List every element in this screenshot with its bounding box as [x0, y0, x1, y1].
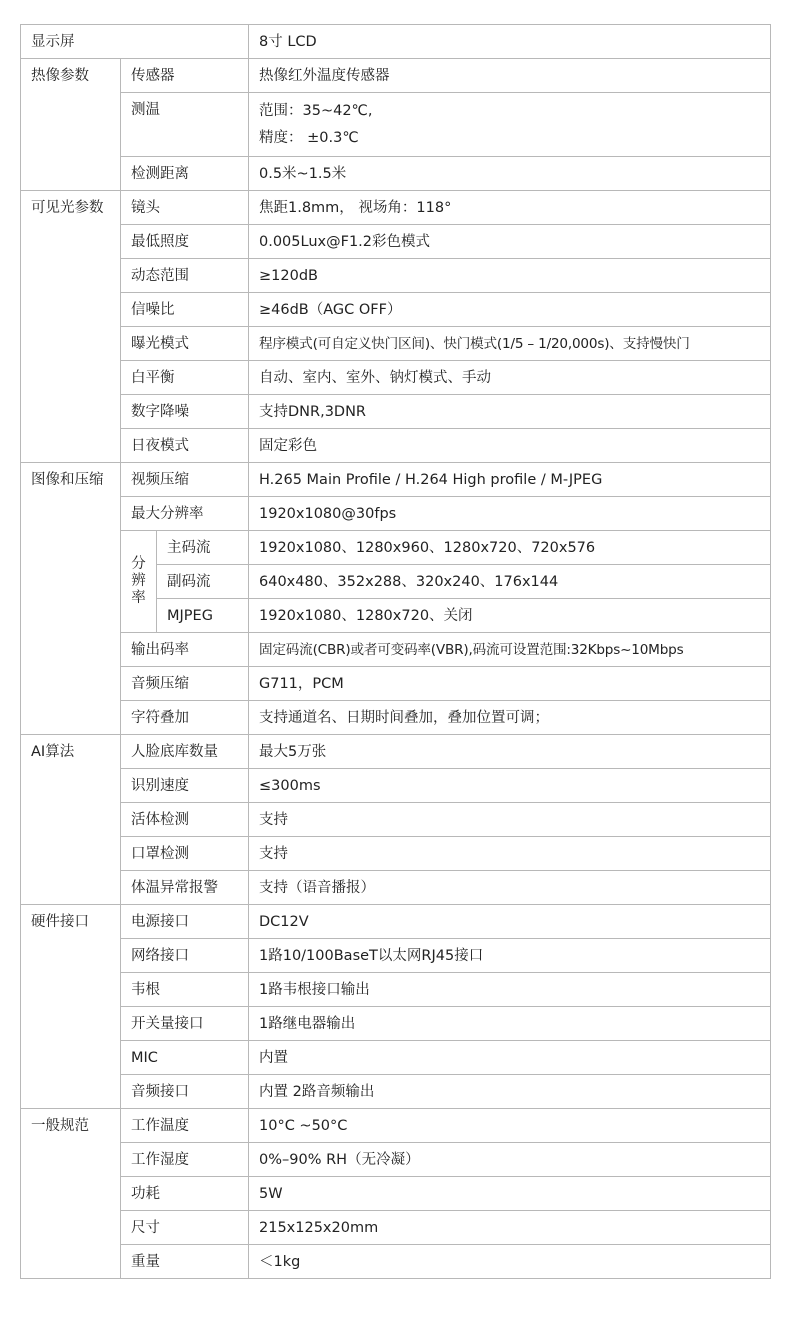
spec-table	[20, 24, 771, 1279]
row-value: 程序模式(可自定义快门区间)、快门模式(1/5 – 1/20,000s)、支持慢快门	[249, 327, 771, 361]
row-label: 显示屏	[21, 25, 249, 59]
row-value: 5W	[249, 1177, 771, 1211]
table-row	[21, 157, 771, 191]
table-row	[21, 837, 771, 871]
row-value: 0.5米~1.5米	[249, 157, 771, 191]
table-row	[21, 1177, 771, 1211]
row-label: 口罩检测	[121, 837, 249, 871]
row-label: 工作湿度	[121, 1143, 249, 1177]
table-row	[21, 327, 771, 361]
table-row	[21, 701, 771, 735]
category-label: AI算法	[21, 735, 121, 905]
table-row	[21, 25, 771, 59]
row-value: 支持DNR,3DNR	[249, 395, 771, 429]
row-label: 网络接口	[121, 939, 249, 973]
row-value: 最大5万张	[249, 735, 771, 769]
row-label: 开关量接口	[121, 1007, 249, 1041]
row-label: 检测距离	[121, 157, 249, 191]
table-row	[21, 191, 771, 225]
row-label: MJPEG	[157, 599, 249, 633]
table-row	[21, 395, 771, 429]
category-label: 热像参数	[21, 59, 121, 191]
table-row	[21, 59, 771, 93]
row-label: 重量	[121, 1245, 249, 1279]
table-row	[21, 633, 771, 667]
row-value: 0%–90% RH（无冷凝）	[249, 1143, 771, 1177]
table-row	[21, 429, 771, 463]
table-row	[21, 1211, 771, 1245]
table-row	[21, 1075, 771, 1109]
row-value: 1路继电器输出	[249, 1007, 771, 1041]
row-value: 8寸 LCD	[249, 25, 771, 59]
row-label: 音频压缩	[121, 667, 249, 701]
row-value: 支持（语音播报）	[249, 871, 771, 905]
row-value: 10°C ~50°C	[249, 1109, 771, 1143]
resolution-group-label	[121, 531, 157, 633]
table-row	[21, 735, 771, 769]
row-label: 曝光模式	[121, 327, 249, 361]
row-value: 215x125x20mm	[249, 1211, 771, 1245]
row-label: 工作温度	[121, 1109, 249, 1143]
row-value: 640x480、352x288、320x240、176x144	[249, 565, 771, 599]
table-row	[21, 871, 771, 905]
table-row	[21, 1007, 771, 1041]
category-label: 一般规范	[21, 1109, 121, 1279]
table-row	[21, 225, 771, 259]
resolution-group-text: 分辨率	[131, 556, 146, 606]
row-label: 数字降噪	[121, 395, 249, 429]
category-label: 可见光参数	[21, 191, 121, 463]
row-label: 信噪比	[121, 293, 249, 327]
table-row	[21, 361, 771, 395]
table-row	[21, 463, 771, 497]
row-label: 电源接口	[121, 905, 249, 939]
row-value: 焦距1.8mm， 视场角：118°	[249, 191, 771, 225]
row-value: 自动、室内、室外、钠灯模式、手动	[249, 361, 771, 395]
row-label: 音频接口	[121, 1075, 249, 1109]
table-row	[21, 1041, 771, 1075]
row-value: ≥46dB（AGC OFF）	[249, 293, 771, 327]
table-row	[21, 905, 771, 939]
row-label: 视频压缩	[121, 463, 249, 497]
row-label: 活体检测	[121, 803, 249, 837]
row-value: 支持通道名、日期时间叠加，叠加位置可调；	[249, 701, 771, 735]
row-value: 支持	[249, 837, 771, 871]
row-value	[249, 93, 771, 157]
row-label: 镜头	[121, 191, 249, 225]
table-row	[21, 1109, 771, 1143]
table-row	[21, 531, 771, 565]
row-label: 韦根	[121, 973, 249, 1007]
row-label: 字符叠加	[121, 701, 249, 735]
row-label: 最大分辨率	[121, 497, 249, 531]
value-line: 范围：35~42℃,	[259, 102, 373, 119]
row-label: 人脸底库数量	[121, 735, 249, 769]
row-value: 1920x1080、1280x720、关闭	[249, 599, 771, 633]
table-row	[21, 497, 771, 531]
row-value: 内置	[249, 1041, 771, 1075]
table-row	[21, 803, 771, 837]
category-label: 图像和压缩	[21, 463, 121, 735]
row-label: 传感器	[121, 59, 249, 93]
table-row	[21, 667, 771, 701]
table-row	[21, 293, 771, 327]
row-value: ≤300ms	[249, 769, 771, 803]
row-value: 内置 2路音频输出	[249, 1075, 771, 1109]
row-label: 测温	[121, 93, 249, 157]
row-label: 白平衡	[121, 361, 249, 395]
row-label: MIC	[121, 1041, 249, 1075]
row-value: ＜1kg	[249, 1245, 771, 1279]
row-label: 功耗	[121, 1177, 249, 1211]
table-row	[21, 769, 771, 803]
table-row	[21, 93, 771, 157]
row-label: 尺寸	[121, 1211, 249, 1245]
row-value: DC12V	[249, 905, 771, 939]
table-row	[21, 1143, 771, 1177]
row-value: 热像红外温度传感器	[249, 59, 771, 93]
row-label: 体温异常报警	[121, 871, 249, 905]
value-line: 精度： ±0.3℃	[259, 129, 359, 146]
row-value: 1路10/100BaseT以太网RJ45接口	[249, 939, 771, 973]
row-value: 固定码流(CBR)或者可变码率(VBR),码流可设置范围:32Kbps~10Mbps	[249, 633, 771, 667]
row-label: 动态范围	[121, 259, 249, 293]
row-value: 0.005Lux@F1.2彩色模式	[249, 225, 771, 259]
table-row	[21, 939, 771, 973]
row-label: 最低照度	[121, 225, 249, 259]
row-label: 输出码率	[121, 633, 249, 667]
row-value: 1920x1080@30fps	[249, 497, 771, 531]
row-value: 固定彩色	[249, 429, 771, 463]
row-label: 日夜模式	[121, 429, 249, 463]
row-value: ≥120dB	[249, 259, 771, 293]
row-value: 1路韦根接口输出	[249, 973, 771, 1007]
table-row	[21, 1245, 771, 1279]
row-label: 识别速度	[121, 769, 249, 803]
row-label: 副码流	[157, 565, 249, 599]
table-row	[21, 973, 771, 1007]
table-row	[21, 259, 771, 293]
row-value: 1920x1080、1280x960、1280x720、720x576	[249, 531, 771, 565]
row-value: 支持	[249, 803, 771, 837]
row-value: H.265 Main Profile / H.264 High profile / M-JPEG	[249, 463, 771, 497]
category-label: 硬件接口	[21, 905, 121, 1109]
row-label: 主码流	[157, 531, 249, 565]
row-value: G711，PCM	[249, 667, 771, 701]
